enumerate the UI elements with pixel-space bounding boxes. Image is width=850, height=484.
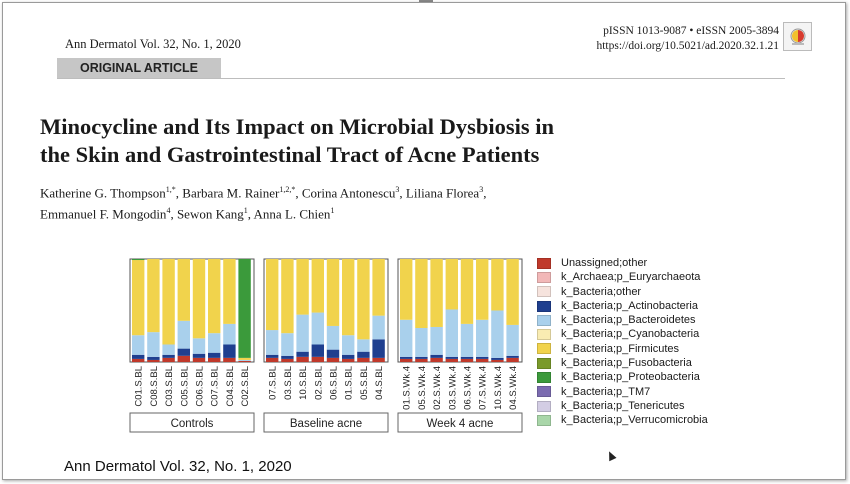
bar-segment [266, 259, 278, 330]
tick-label: 10.S.BL [298, 366, 310, 400]
bar-segment [178, 356, 190, 362]
bar-segment [372, 259, 384, 316]
bar-segment [430, 355, 442, 358]
tick-label: C08.S.BL [148, 366, 160, 407]
bar-segment [147, 332, 159, 357]
bar-segment [208, 358, 220, 362]
bar-segment [461, 259, 473, 324]
bar-segment [193, 358, 205, 362]
legend-item [537, 270, 708, 284]
tick-label: 04.S.BL [374, 366, 386, 400]
bar-segment [491, 311, 503, 358]
bar-segment [296, 357, 308, 362]
bar-segment [147, 357, 159, 360]
bar-segment [238, 358, 250, 360]
bar-segment [296, 315, 308, 352]
bar-segment [415, 328, 427, 357]
bar-segment [238, 360, 250, 361]
bar-segment [266, 358, 278, 362]
bar-segment [223, 358, 235, 362]
author-affil: 3 [395, 185, 400, 194]
legend-label: k_Bacteria;p_Bacteroidetes [561, 314, 696, 327]
tick-label: 07.S.BL [267, 366, 279, 400]
bar-segment [476, 357, 488, 359]
legend-label: k_Bacteria;p_Tenericutes [561, 399, 685, 412]
bar-segment [342, 355, 354, 359]
author-name: Barbara M. Rainer [182, 185, 280, 201]
tick-label: 07.S.Wk.4 [477, 366, 489, 410]
tick-label: C05.S.BL [179, 366, 191, 407]
legend-item [537, 413, 708, 427]
bar-segment [506, 356, 518, 358]
bar-segment [415, 259, 427, 328]
legend-swatch [537, 286, 551, 297]
bar-segment [193, 354, 205, 358]
legend-item [537, 285, 708, 299]
legend-swatch [537, 372, 551, 383]
legend-swatch [537, 343, 551, 354]
bar-segment [357, 358, 369, 362]
legend-swatch [537, 272, 551, 283]
bar-segment [132, 335, 144, 355]
tick-label: 01.S.BL [343, 366, 355, 400]
bar-segment [506, 325, 518, 356]
legend-swatch [537, 329, 551, 340]
bar-segment [281, 333, 293, 356]
bar-segment [147, 360, 159, 362]
legend-item [537, 256, 708, 270]
legend-item [537, 385, 708, 399]
legend-swatch [537, 358, 551, 369]
bar-segment [430, 259, 442, 327]
bar-segment [178, 259, 190, 321]
tick-label: 10.S.Wk.4 [492, 366, 504, 410]
legend-label: k_Bacteria;p_Fusobacteria [561, 357, 692, 370]
bar-segment [132, 359, 144, 362]
article-type-badge: ORIGINAL ARTICLE [57, 58, 221, 78]
bar-segment [400, 259, 412, 320]
legend-label: k_Bacteria;p_Cyanobacteria [561, 328, 700, 341]
bar-segment [178, 349, 190, 356]
legend-item [537, 342, 708, 356]
legend-item [537, 327, 708, 341]
legend-swatch [537, 386, 551, 397]
bar-segment [162, 259, 174, 344]
bar-segment [312, 344, 324, 356]
group-label: Controls [170, 418, 214, 430]
bar-segment [506, 259, 518, 325]
bar-segment [208, 353, 220, 358]
tick-label: 02.S.BL [313, 366, 325, 400]
author-name: Katherine G. Thompson [40, 185, 166, 201]
authors-line-1: Katherine G. Thompson$^{1,*}$, Barbara M. Rainer$^{1,2,*}$, Corina Antonescu$^3$, Liliana Florea$^3$, [40, 185, 487, 201]
tick-label: C06.S.BL [194, 366, 206, 407]
tick-label: 05.S.BL [358, 366, 370, 400]
bar-segment [372, 358, 384, 362]
legend-label: k_Archaea;p_Euryarchaeota [561, 271, 701, 284]
tick-label: C03.S.BL [164, 366, 176, 407]
tick-label: C04.S.BL [224, 366, 236, 407]
group-label: Baseline acne [289, 418, 363, 430]
bar-segment [357, 259, 369, 339]
bar-segment [430, 358, 442, 362]
author-name: Corina Antonescu [301, 185, 396, 201]
authors-line-2: Emmanuel F. Mongodin$^4$, Sewon Kang$^1$, Anna L. Chien$^1$ [40, 206, 335, 222]
issn-text: pISSN 1013-9087 • eISSN 2005-3894 [603, 25, 779, 37]
bar-segment [461, 357, 473, 359]
bar-segment [372, 316, 384, 340]
legend-label: k_Bacteria;p_TM7 [561, 385, 651, 398]
tick-label: C02.S.BL [240, 366, 252, 407]
bar-segment [312, 259, 324, 313]
bar-segment [223, 344, 235, 357]
legend-item [537, 399, 708, 413]
bar-segment [238, 361, 250, 362]
bar-segment [491, 358, 503, 360]
tick-label: C01.S.BL [133, 366, 145, 407]
bar-segment [162, 355, 174, 358]
tick-label: 02.S.Wk.4 [432, 366, 444, 410]
tick-label: 01.S.Wk.4 [401, 366, 413, 410]
bar-segment [476, 359, 488, 362]
tick-label: 05.S.Wk.4 [416, 366, 428, 410]
bar-segment [430, 327, 442, 355]
legend-swatch [537, 301, 551, 312]
author-affil: 1 [243, 206, 248, 216]
author-name: Emmanuel F. Mongodin [40, 206, 167, 222]
bar-segment [327, 358, 339, 362]
bar-segment [312, 357, 324, 362]
bar-segment [296, 259, 308, 315]
author-name: Anna L. Chien [253, 206, 331, 222]
legend-swatch [537, 401, 551, 412]
bar-segment [372, 339, 384, 358]
bar-segment [132, 259, 144, 260]
legend-label: k_Bacteria;p_Proteobacteria [561, 371, 700, 384]
bar-segment [357, 339, 369, 351]
bar-segment [327, 326, 339, 350]
bar-segment [208, 259, 220, 333]
bar-segment [132, 260, 144, 335]
bar-segment [446, 259, 458, 309]
bar-segment [312, 313, 324, 345]
bar-segment [476, 320, 488, 357]
tick-label: 03.S.Wk.4 [447, 366, 459, 410]
bar-segment [162, 358, 174, 362]
legend-swatch [537, 258, 551, 269]
bar-segment [266, 355, 278, 358]
legend-label: Unassigned;other [561, 257, 648, 269]
bar-segment [400, 359, 412, 362]
bar-segment [357, 352, 369, 358]
title-line-2: the Skin and Gastrointestinal Tract of Acne Patients [40, 142, 540, 167]
bar-segment [281, 356, 293, 359]
bar-segment [415, 359, 427, 362]
bar-segment [238, 259, 250, 358]
legend-label: k_Bacteria;p_Actinobacteria [561, 299, 698, 312]
bar-segment [415, 357, 427, 359]
bar-segment [461, 359, 473, 362]
bar-segment [446, 309, 458, 356]
legend-label: k_Bacteria;other [561, 285, 642, 298]
bar-segment [193, 338, 205, 353]
author-affil: 1,2,* [279, 185, 296, 194]
legend-item [537, 370, 708, 384]
legend-label: k_Bacteria;p_Verrucomicrobia [561, 414, 708, 427]
bar-segment [162, 344, 174, 354]
bar-segment [223, 324, 235, 345]
tick-label: 03.S.BL [282, 366, 294, 400]
bar-segment [491, 259, 503, 311]
author-affil: 4 [166, 206, 171, 216]
tick-label: 04.S.Wk.4 [508, 366, 520, 410]
author-name: Sewon Kang [176, 206, 244, 222]
bar-segment [342, 359, 354, 362]
author-affil: 1,* [165, 185, 176, 194]
doi-link[interactable]: https://doi.org/10.5021/ad.2020.32.1.21 [596, 40, 779, 52]
legend-item [537, 313, 708, 327]
bar-segment [147, 259, 159, 332]
bar-segment [327, 350, 339, 358]
bar-segment [461, 324, 473, 357]
title-line-1: Minocycline and Its Impact on Microbial Dysbiosis in [40, 114, 555, 139]
bar-segment [266, 330, 278, 355]
bar-segment [327, 259, 339, 326]
footer-citation: Ann Dermatol Vol. 32, No. 1, 2020 [64, 458, 292, 475]
bar-segment [281, 359, 293, 362]
journal-citation: Ann Dermatol Vol. 32, No. 1, 2020 [65, 37, 241, 51]
bar-segment [342, 259, 354, 335]
author-affil: 3 [479, 185, 484, 194]
legend-swatch [537, 315, 551, 326]
tick-label: 06.S.Wk.4 [462, 366, 474, 410]
legend-item [537, 299, 708, 313]
bar-segment [446, 357, 458, 359]
bar-segment [446, 359, 458, 362]
tick-label: 06.S.BL [328, 366, 340, 400]
author-affil: 1 [330, 206, 335, 216]
bar-segment [132, 355, 144, 359]
chart-legend [537, 256, 708, 428]
bar-segment [400, 320, 412, 357]
author-name: Liliana Florea [405, 185, 480, 201]
bar-segment [491, 360, 503, 362]
legend-label: k_Bacteria;p_Firmicutes [561, 342, 679, 355]
tick-label: C07.S.BL [209, 366, 221, 407]
bar-segment [193, 259, 205, 338]
bar-segment [506, 358, 518, 362]
group-label: Week 4 acne [426, 418, 494, 430]
bar-segment [223, 259, 235, 324]
bar-segment [342, 335, 354, 355]
bar-segment [476, 259, 488, 320]
legend-item [537, 356, 708, 370]
bar-segment [178, 321, 190, 349]
bar-segment [281, 259, 293, 333]
bar-segment [400, 357, 412, 359]
bar-segment [208, 333, 220, 353]
bar-segment [296, 352, 308, 357]
legend-swatch [537, 415, 551, 426]
